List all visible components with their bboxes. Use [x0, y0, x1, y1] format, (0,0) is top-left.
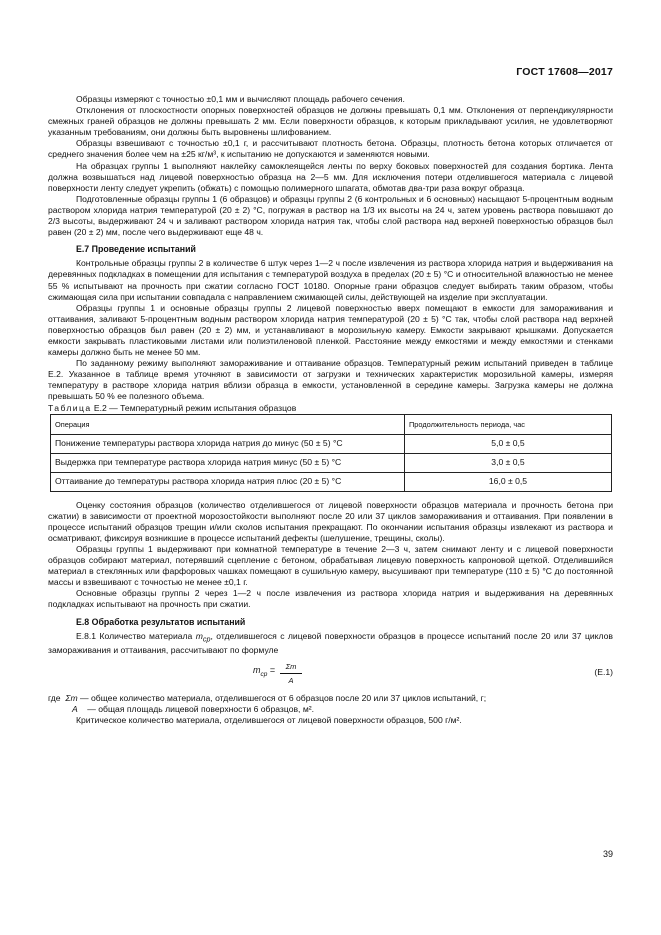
formula-number: (Е.1) — [594, 666, 613, 677]
table-header-row — [51, 414, 612, 434]
table-cell: 16,0 ± 0,5 — [405, 472, 612, 491]
definition-row: где Σm — общее количество материала, отделившегося от 6 образцов после 20 или 37 циклов испытаний, г; — [48, 692, 487, 703]
definition-row: A — общая площадь лицевой поверхности 6 образцов, м². — [72, 703, 314, 714]
section-heading-e7: Е.7 Проведение испытаний — [76, 244, 196, 255]
table-caption — [48, 403, 613, 414]
paragraph-e8-1: Е.8.1 Количество материала $m_{ср}$, отделившегося с лицевой поверхности образцов в процессе испытаний после 20 или 37 циклов замораживания и оттаивания, рассчитывают по формуле — [48, 630, 613, 656]
paragraph: По заданному режиму выполняют замораживание и оттаивание образцов. Температурный режим испытаний приведен в таблице Е.2. Указанное в таблице время уточняют в зависимости от загрузки и технических характеристик морозильной камеры, измеряя температуру в растворе хлорида натрия вблизи образца в емкости, установленной в середине камеры. Загрузка камеры не должна превышать 50 % ее полезного объема. — [48, 358, 613, 402]
paragraph: Оценку состояния образцов (количество отделившегося от лицевой поверхности образцов материала и прочность бетона при сжатии) в зависимости от проектной морозостойкости выполняют после 20 или 37 циклов замораживания и оттаивания. При появлении в процессе испытаний образцов трещин и/или сколов испытания прекращают. По окончании испытания образцы извлекают из раствора и осматривают, фиксируя возникшие в процессе испытаний дефекты (шелушение, трещины, сколы). — [48, 499, 613, 543]
paragraph: Основные образцы группы 2 через 1—2 ч после извлечения из раствора хлорида натрия и выдерживания на деревянных подкладках испытывают на прочность при сжатии. — [48, 588, 613, 610]
formula-e1 — [48, 659, 613, 689]
table-cell: 5,0 ± 0,5 — [405, 434, 612, 453]
paragraph: Подготовленные образцы группы 1 (6 образцов) и образцы группы 2 (6 контрольных и 6 основных) насыщают 5-процентным водным раствором хлорида натрия температурой (20 ± 2) °С, погружая в раствор на 1/3 их высоты на 24 ч, затем уровень раствора повышают до 2/3 высоты, выдерживают 24 ч и заливают раствором хлорида натрия так, чтобы слой раствора над верхней поверхностью образцов был равен (20 ± 2) мм, после чего выдерживают еще 48 ч. — [48, 193, 613, 238]
table-header-duration: Продолжительность периода, час — [405, 414, 612, 434]
table-row — [51, 453, 612, 472]
paragraph: Образцы измеряют с точностью ±0,1 мм и вычисляют площадь рабочего сечения. — [76, 94, 405, 104]
table-row — [51, 472, 612, 491]
table-header-operation: Операция — [51, 414, 405, 434]
table-cell: Выдержка при температуре раствора хлорида натрия минус (50 ± 5) °С — [51, 453, 405, 472]
temperature-regime-table — [50, 414, 612, 492]
table-cell: Понижение температуры раствора хлорида натрия до минус (50 ± 5) °С — [51, 434, 405, 453]
paragraph: Образцы группы 1 выдерживают при комнатной температуре в течение 2—3 ч, затем снимают ленту и с лицевой поверхности образцов собирают материал, потерявший сцепление с бетоном, обрабатывая лицевую поверхность капроновой щеткой. Отделившийся материал в стеклянных или фарфоровых чашках помещают в сушильную камеру, высушивают при температуре (110 ± 5) °С до постоянной массы и взвешивают с точностью не менее ±0,1 г. — [48, 544, 613, 588]
formula-lhs: $m_{ср}$ = — [253, 664, 276, 678]
page-number: 39 — [602, 849, 613, 859]
body-text — [48, 94, 613, 726]
paragraph-critical: Критическое количество материала, отделившегося от лицевой поверхности образцов, 500 г/м². — [76, 714, 462, 725]
paragraph: Отклонения от плоскостности опорных поверхностей образцов не должны превышать 0,1 мм. Отклонения от перпендикулярности смежных граней образцов не должны превышать 2 мм. Если поверхности образцов, к которым прикладывают усилия, не удовлетворяют указанным требованиям, они должны быть выровнены шлифованием. — [48, 105, 613, 138]
table-caption-text: Е.2 — Температурный режим испытания образцов — [93, 402, 297, 413]
table-caption-label: Таблица — [48, 402, 92, 413]
table-cell: Оттаивание до температуры раствора хлорида натрия плюс (20 ± 5) °С — [51, 472, 405, 491]
formula-definitions — [48, 693, 613, 726]
section-heading-e8: Е.8 Обработка результатов испытаний — [76, 616, 246, 627]
formula-fraction — [280, 661, 302, 686]
page-header: ГОСТ 17608—2017 — [516, 66, 613, 78]
formula-denominator: A — [288, 675, 294, 685]
paragraph: Образцы взвешивают с точностью ±0,1 г, и рассчитывают плотность бетона. Образцы, плотность бетона которых отличается от среднего значения более чем на ±25 кг/м³, к испытанию не допускаются и заменяются новыми. — [48, 138, 613, 160]
paragraph: Контрольные образцы группы 2 в количестве 6 штук через 1—2 ч после извлечения из раствора хлорида натрия и выдерживания на деревянных подкладках в помещении для испытания с температурой воздуха в пределах (20 ± 5) °С и относительной влажностью не менее 55 % испытывают на прочность при сжатии согласно ГОСТ 10180. Опорные грани образцов следует выбирать таким образом, чтобы сжимающая сила при испытании совпадала с направлением сжимающей силы, действующей на изделие при эксплуатации. — [48, 258, 613, 302]
paragraph: Образцы группы 1 и основные образцы группы 2 лицевой поверхностью вверх помещают в емкости для замораживания и оттаивания, заливают 5-процентным водным раствором хлорида натрия температурой (20 ± 5) °С так, чтобы слой раствора над верхней поверхностью образцов был равен (20 ± 2) мм, и устанавливают в морозильную камеру. Емкости закрывают крышками. Допускается емкости закрывать пластиковыми листами или полиэтиленовой пленкой. Расстояние между емкостями и между емкостями и стенками камеры должно быть не менее 50 мм. — [48, 302, 613, 358]
table-cell: 3,0 ± 0,5 — [405, 453, 612, 472]
formula-numerator: Σm — [280, 661, 302, 674]
paragraph: На образцах группы 1 выполняют наклейку самоклеящейся ленты по верху боковых поверхностей для создания бортика. Лента должна возвышаться над лицевой поверхностью образца на 2—5 мм. Для исключения потери отделившегося материала с лицевой поверхности ленту следует укрепить (обжать) с помощью полимерного шпагата, обмотав два-три раза вокруг образца. — [48, 160, 613, 193]
table-row — [51, 434, 612, 453]
